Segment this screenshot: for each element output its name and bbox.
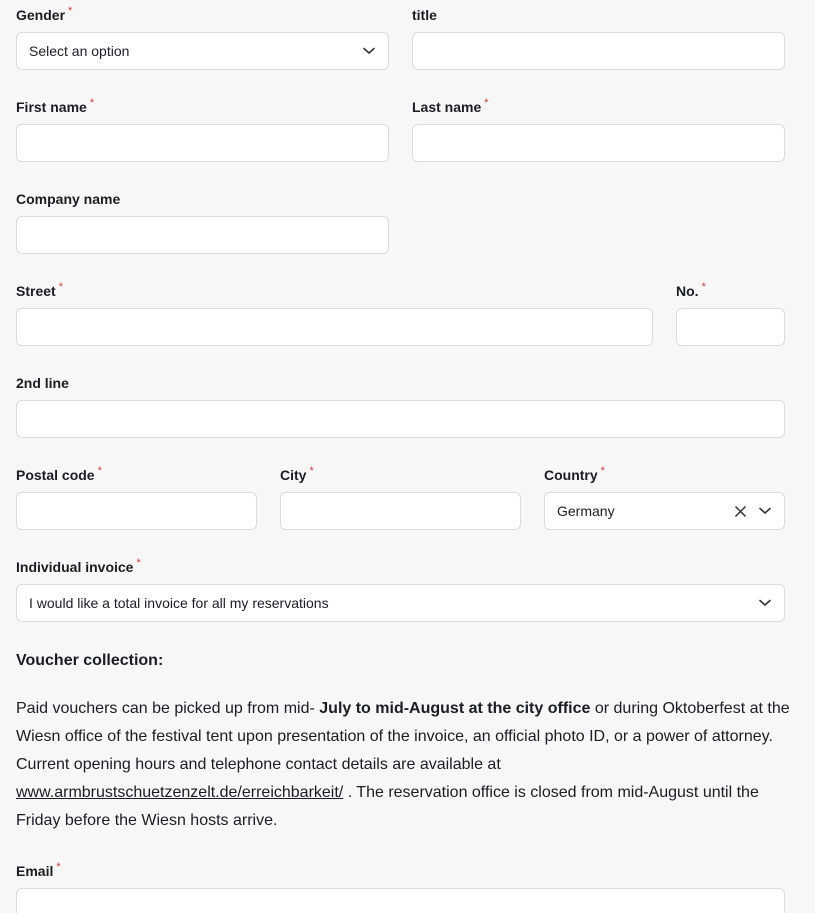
- individual-invoice-select[interactable]: [16, 584, 785, 622]
- country-select[interactable]: [544, 492, 785, 530]
- individual-invoice-select-value: I would like a total invoice for all my reservations: [29, 595, 329, 611]
- email-field: [16, 862, 785, 913]
- street-input[interactable]: [16, 308, 653, 346]
- title-label: title: [412, 7, 437, 23]
- required-marker: *: [68, 5, 73, 17]
- voucher-text-part-1: Paid vouchers can be picked up from mid-: [16, 700, 320, 717]
- country-label: Country *: [544, 465, 605, 483]
- email-label: Email *: [16, 861, 61, 879]
- individual-invoice-label: Individual invoice *: [16, 557, 141, 575]
- postal-code-label: Postal code *: [16, 465, 102, 483]
- last-name-field: [412, 98, 785, 164]
- voucher-text-part-2: or during Oktoberfest at the Wiesn office of the festival tent upon presentation of the invoice, an official photo ID, or a power of attorney. Current opening hours and telephone contact details are available at: [16, 700, 790, 773]
- street-label: Street *: [16, 281, 63, 299]
- opening-hours-link[interactable]: www.armbrustschuetzenzelt.de/erreichbarkeit/: [16, 784, 344, 801]
- company-name-label: Company name: [16, 191, 121, 207]
- required-marker: *: [701, 281, 706, 293]
- required-marker: *: [56, 861, 61, 873]
- city-input[interactable]: [280, 492, 521, 530]
- voucher-text-bold: July to mid-August at the city office: [319, 700, 591, 717]
- last-name-label: Last name *: [412, 97, 489, 115]
- house-number-field: [676, 282, 785, 348]
- first-name-field: [16, 98, 389, 164]
- required-marker: *: [484, 97, 489, 109]
- individual-invoice-field: [16, 558, 785, 624]
- title-field: [412, 6, 785, 72]
- first-name-input[interactable]: [16, 124, 389, 162]
- postal-code-field: [16, 466, 257, 532]
- second-line-input[interactable]: [16, 400, 785, 438]
- chevron-down-icon: [362, 44, 376, 58]
- company-name-field: [16, 190, 389, 256]
- voucher-collection-heading: Voucher collection:: [16, 652, 164, 669]
- postal-code-input[interactable]: [16, 492, 257, 530]
- first-name-label: First name *: [16, 97, 95, 115]
- required-marker: *: [89, 97, 95, 109]
- chevron-down-icon: [758, 504, 772, 518]
- street-field: [16, 282, 653, 348]
- title-input[interactable]: [412, 32, 785, 70]
- country-select-value: Germany: [557, 503, 615, 519]
- close-icon[interactable]: [732, 503, 748, 519]
- city-label: City *: [280, 465, 314, 483]
- house-number-input[interactable]: [676, 308, 785, 346]
- voucher-text-part-3: . The reservation office is closed from mid-August until the Friday before the Wiesn hosts arrive.: [16, 784, 759, 829]
- required-marker: *: [600, 465, 605, 477]
- chevron-down-icon: [758, 596, 772, 610]
- required-marker: *: [58, 281, 63, 293]
- required-marker: *: [97, 465, 102, 477]
- second-line-field: [16, 374, 785, 440]
- last-name-input[interactable]: [412, 124, 785, 162]
- second-line-label: 2nd line: [16, 375, 69, 391]
- company-name-input[interactable]: [16, 216, 389, 254]
- country-field: [544, 466, 785, 532]
- gender-select[interactable]: [16, 32, 389, 70]
- gender-select-value: Select an option: [29, 43, 130, 59]
- required-marker: *: [309, 465, 314, 477]
- required-marker: *: [136, 557, 141, 569]
- gender-field: [16, 6, 389, 72]
- house-number-label: No. *: [676, 281, 706, 299]
- voucher-collection-text: [16, 695, 796, 835]
- gender-label: Gender *: [16, 5, 73, 23]
- city-field: [280, 466, 521, 532]
- email-input[interactable]: [16, 888, 785, 913]
